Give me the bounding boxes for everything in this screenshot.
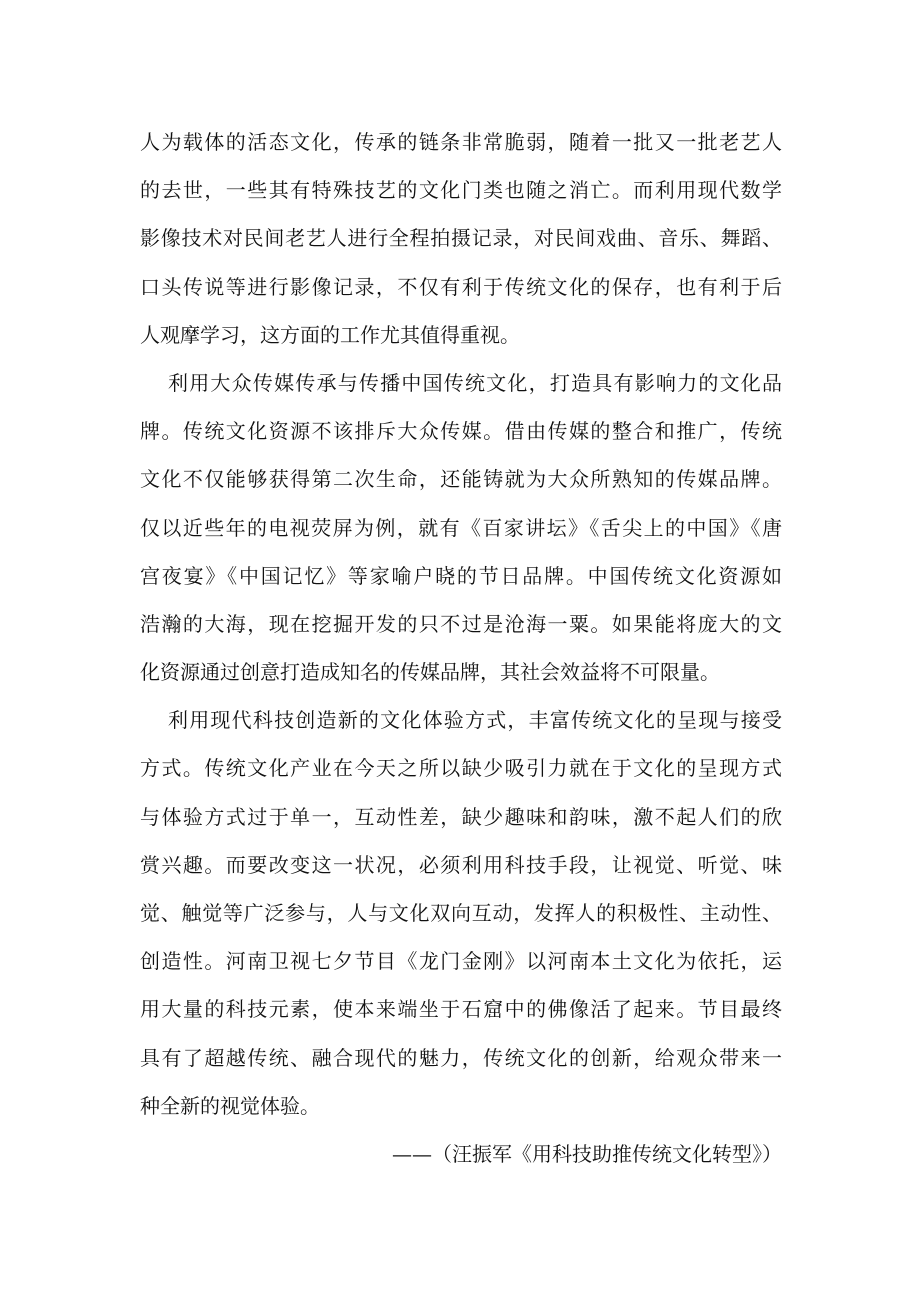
text-line: 文化不仅能够获得第二次生命，还能铸就为大众所熟知的传媒品牌。 — [140, 467, 782, 492]
text-line: 创造性。河南卫视七夕节目《龙门金刚》以河南本土文化为依托，运 — [140, 949, 782, 974]
text-line: 用大量的科技元素，使本来端坐于石窟中的佛像活了起来。节目最终 — [140, 997, 782, 1022]
text-line: 口头传说等进行影像记录，不仅有利于传统文化的保存，也有利于后 — [140, 274, 782, 299]
text-line: 利用大众传媒传承与传播中国传统文化，打造具有影响力的文化品 — [168, 370, 782, 395]
text-line: 觉、触觉等广泛参与，人与文化双向互动，发挥人的积极性、主动性、 — [140, 901, 782, 925]
article-body — [140, 118, 782, 1178]
text-line: 仅以近些年的电视荧屏为例，就有《百家讲坛》《舌尖上的中国》《唐 — [140, 515, 782, 540]
text-line: 具有了超越传统、融合现代的魅力，传统文化的创新，给观众带来一 — [140, 1045, 782, 1070]
source-attribution: ——（汪振军《用科技助推传统文化转型》） — [392, 1141, 782, 1166]
text-line: 种全新的视觉体验。 — [140, 1093, 320, 1118]
text-line: 浩瀚的大海，现在挖掘开发的只不过是沧海一粟。如果能将庞大的文 — [140, 611, 782, 636]
text-line: 化资源通过创意打造成知名的传媒品牌，其社会效益将不可限量。 — [140, 660, 720, 685]
text-line: 牌。传统文化资源不该排斥大众传媒。借由传媒的整合和推广，传统 — [140, 419, 782, 444]
text-line: 方式。传统文化产业在今天之所以缺少吸引力就在于文化的呈现方式 — [140, 756, 782, 781]
text-line: 影像技术对民间老艺人进行全程拍摄记录，对民间戏曲、音乐、舞蹈、 — [140, 226, 782, 251]
paragraph-2 — [140, 359, 782, 696]
text-line: 人为载体的活态文化，传承的链条非常脆弱，随着一批又一批老艺人 — [140, 130, 782, 154]
text-line: 与体验方式过于单一，互动性差，缺少趣味和韵味，激不起人们的欣 — [140, 804, 782, 829]
paragraph-1 — [140, 118, 782, 359]
text-line: 赏兴趣。而要改变这一状况，必须利用科技手段，让视觉、听觉、味 — [140, 852, 782, 877]
text-line: 宫夜宴》《中国记忆》等家喻户晓的节日品牌。中国传统文化资源如 — [140, 563, 782, 588]
text-line: 人观摩学习，这方面的工作尤其值得重视。 — [140, 322, 520, 347]
paragraph-3 — [140, 696, 782, 1130]
text-line: 利用现代科技创造新的文化体验方式，丰富传统文化的呈现与接受 — [168, 708, 782, 733]
text-line: 的去世，一些其有特殊技艺的文化门类也随之消亡。而利用现代数学 — [140, 178, 782, 203]
